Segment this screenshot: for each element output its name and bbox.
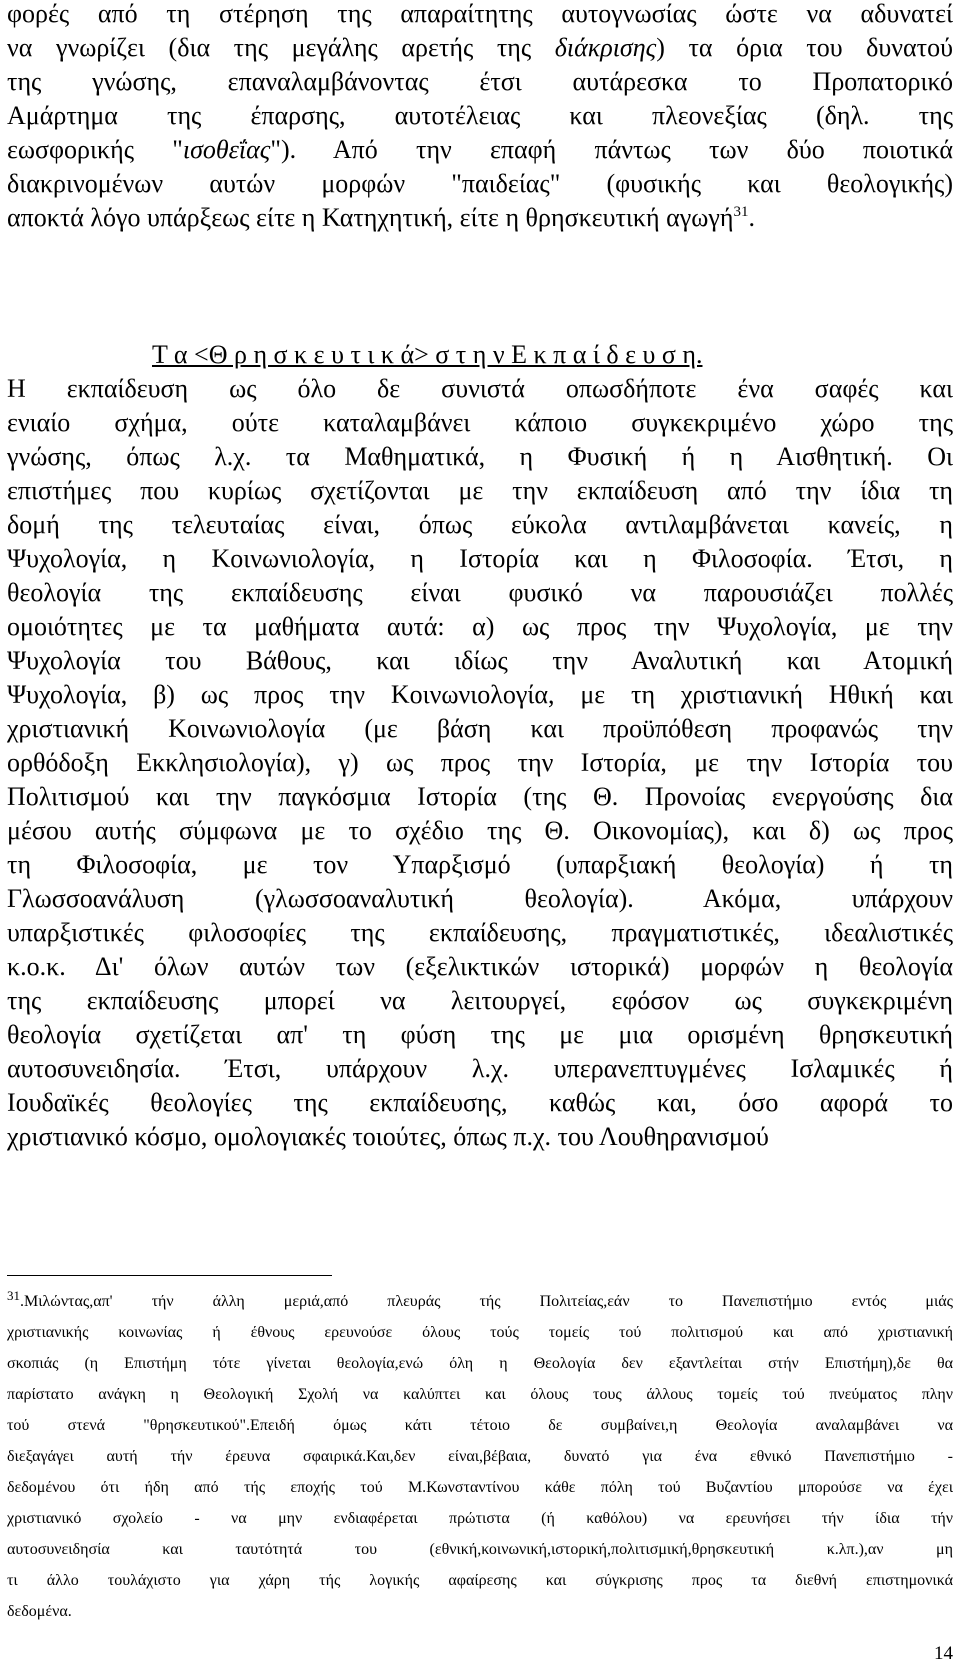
paragraph2-line: χριστιανικό κόσμο, ομολογιακές τοιούτες, όπως π.χ. του Λουθηρανισμού <box>7 1122 769 1151</box>
paragraph2-line: θεολογία σχετίζεται απ' τη φύση της με μια ορισμένη θρησκευτική <box>7 1020 953 1049</box>
footnote-line: δεδομένου ότι ήδη από τής εποχής τού Μ.Κωνσταντίνου κάθε πόλη τού Βυζαντίου μπορούσε να έχει <box>7 1479 953 1496</box>
paragraph2-line: επιστήμες που κυρίως σχετίζονται με την εκπαίδευση από την ίδια τη <box>7 476 953 505</box>
paragraph2-line: γνώσης, όπως λ.χ. τα Μαθηματικά, η Φυσική ή η Αισθητική. Οι <box>7 442 953 471</box>
footnote-line: αυτοσυνειδησία και ταυτότητά του (εθνική,κοινωνική,ιστορική,πολιτισμική,θρησκευτική κ.λπ.),αν μη <box>7 1541 953 1558</box>
paragraph1-line <box>7 135 953 165</box>
paragraph2-line: Ψυχολογία του Βάθους, και ιδίως την Αναλυτική και Ατομική <box>7 646 953 675</box>
text-run: "). Από την επαφή πάντως των δύο ποιοτικά <box>270 135 953 164</box>
footnote-reference: 31 <box>733 204 749 220</box>
paragraph1-line: της γνώσης, επαναλαμβάνοντας έτσι αυτάρεσκα το Προπατορικό <box>7 67 953 96</box>
paragraph2-line: ορθόδοξη Εκκλησιολογία), γ) ως προς την Ιστορία, με την Ιστορία του <box>7 748 953 777</box>
text-run: αποκτά λόγο υπάρξεως είτε η Κατηχητική, είτε η θρησκευτική αγωγή <box>7 203 734 232</box>
footnote-line <box>7 1288 953 1311</box>
emphasis-text: ισοθεΐας <box>182 135 271 164</box>
section-heading: Τ α <Θ ρ η σ κ ε υ τ ι κ ά> σ τ η ν Ε κ π α ί δ ε υ σ η. <box>152 340 703 369</box>
text-run: . <box>748 203 755 232</box>
paragraph1-line <box>7 203 953 233</box>
paragraph1-line: φορές από τη στέρηση της απαραίτητης αυτογνωσίας ώστε να αδυνατεί <box>7 0 953 28</box>
footnote-separator <box>7 1275 332 1276</box>
paragraph1-line: διακρινομένων αυτών μορφών "παιδείας" (φυσικής και θεολογικής) <box>7 169 953 198</box>
footnote-line: τι άλλο τουλάχιστο για χάρη τής λογικής αφαίρεσης και σύγκρισης προς τα διεθνή επιστημονικά <box>7 1572 953 1589</box>
footnote-line: τού στενά "θρησκευτικού".Επειδή όμως κάτι τέτοιο δε συμβαίνει,η Θεολογία αναλαμβάνει να <box>7 1417 953 1434</box>
footnote-line: χριστιανικής κοινωνίας ή έθνους ερευνούσε όλους τούς τομείς τού πολιτισμού και από χριστιανική <box>7 1324 953 1341</box>
footnote-line: δεδομένα. <box>7 1603 72 1620</box>
paragraph2-line: Ψυχολογία, η Κοινωνιολογία, η Ιστορία και η Φιλοσοφία. Έτσι, η <box>7 544 953 573</box>
paragraph2-line: υπαρξιστικές φιλοσοφίες της εκπαίδευσης, πραγματιστικές, ιδεαλιστικές <box>7 918 953 947</box>
text-run: .Μιλώντας,απ' τήν άλλη μεριά,από πλευράς τής Πολιτείας,εάν το Πανεπιστήμιο εντός μιάς <box>20 1293 953 1310</box>
emphasis-text: διάκρισης <box>554 33 657 62</box>
paragraph2-line: κ.ο.κ. Δι' όλων αυτών των (εξελικτικών ιστορικά) μορφών η θεολογία <box>7 952 953 981</box>
footnote-number: 31 <box>7 1288 20 1303</box>
paragraph2-line: χριστιανική Κοινωνιολογία (με βάση και προϋπόθεση προφανώς την <box>7 714 953 743</box>
paragraph2-line: Ψυχολογία, β) ως προς την Κοινωνιολογία, με τη χριστιανική Ηθική και <box>7 680 953 709</box>
page-number: 14 <box>934 1643 953 1664</box>
footnote-line: παρίστατο ανάγκη η Θεολογική Σχολή να καλύπτει και όλους τους άλλους τομείς τού πνεύματος πλην <box>7 1386 953 1403</box>
paragraph2-line: ομοιότητες με τα μαθήματα αυτά: α) ως προς την Ψυχολογία, με την <box>7 612 953 641</box>
text-run: ) τα όρια του δυνατού <box>656 33 954 62</box>
paragraph2-line: τη Φιλοσοφία, με τον Υπαρξισμό (υπαρξιακή θεολογία) ή τη <box>7 850 953 879</box>
footnote-line: χριστιανικό σχολείο - να μην ενδιαφέρεται πρώτιστα (ή καθόλου) να ερευνήσει τήν ίδια τήν <box>7 1510 953 1527</box>
paragraph1-line: Αμάρτημα της έπαρσης, αυτοτέλειας και πλεονεξίας (δηλ. της <box>7 101 953 130</box>
paragraph2-line: Γλωσσοανάλυση (γλωσσοαναλυτική θεολογία). Ακόμα, υπάρχουν <box>7 884 953 913</box>
paragraph2-line: θεολογία της εκπαίδευσης είναι φυσικό να παρουσιάζει πολλές <box>7 578 953 607</box>
text-run: εωσφορικής " <box>7 135 183 164</box>
text-run: να γνωρίζει (δια της μεγάλης αρετής της <box>7 33 555 62</box>
footnote-line: σκοπιάς (η Επιστήμη τότε γίνεται θεολογία,ενώ όλη η Θεολογία δεν εξαντλείται στήν Επιστήμη),δε θα <box>7 1355 953 1372</box>
paragraph2-line: Ιουδαϊκές θεολογίες της εκπαίδευσης, καθώς και, όσο αφορά το <box>7 1088 953 1117</box>
paragraph2-line: Πολιτισμού και την παγκόσμια Ιστορία (της Θ. Προνοίας ενεργούσης δια <box>7 782 953 811</box>
paragraph2-line: της εκπαίδευσης μπορεί να λειτουργεί, εφόσον ως συγκεκριμένη <box>7 986 953 1015</box>
paragraph2-line: δομή της τελευταίας είναι, όπως εύκολα αντιλαμβάνεται κανείς, η <box>7 510 953 539</box>
paragraph2-line: αυτοσυνειδησία. Έτσι, υπάρχουν λ.χ. υπερανεπτυγμένες Ισλαμικές ή <box>7 1054 953 1083</box>
paragraph1-line <box>7 33 953 63</box>
paragraph2-line: ενιαίο σχήμα, ούτε καταλαμβάνει κάποιο συγκεκριμένο χώρο της <box>7 408 953 437</box>
footnote-line: διεξαγάγει αυτή τήν έρευνα σφαιρικά.Και,δεν είναι,βέβαια, δυνατό για ένα εθνικό Πανεπιστήμιο - <box>7 1448 953 1465</box>
paragraph2-line: μέσου αυτής σύμφωνα με το σχέδιο της Θ. Οικονομίας), και δ) ως προς <box>7 816 953 845</box>
paragraph2-line: Η εκπαίδευση ως όλο δε συνιστά οπωσδήποτε ένα σαφές και <box>7 374 953 403</box>
